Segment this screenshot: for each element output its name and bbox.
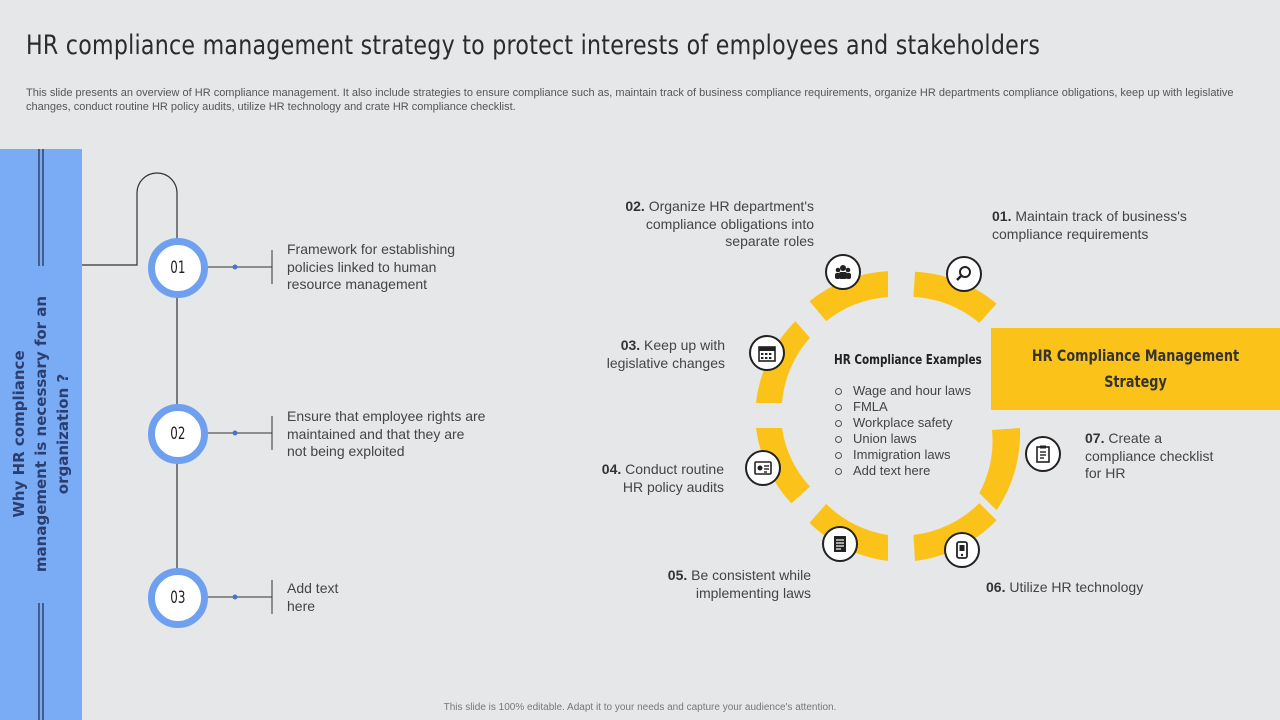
- checklist-icon: [1025, 436, 1061, 472]
- mobile-icon: [944, 532, 980, 568]
- strategy-label-6: 06. Utilize HR technology: [986, 579, 1144, 595]
- examples-list: [834, 383, 971, 479]
- strategy-label-4: 04. Conduct routine HR policy audits: [601, 461, 724, 495]
- strategy-title-box: [991, 328, 1280, 410]
- strategy-title: HR Compliance Management Strategy: [1031, 346, 1240, 391]
- document-list-icon: [822, 526, 858, 562]
- footer-note: This slide is 100% editable. Adapt it to your needs and capture your audience's attention.: [443, 702, 837, 713]
- step-circle-3: 03: [148, 568, 208, 628]
- strategy-label-3: 03. Keep up with legislative changes: [606, 337, 725, 371]
- step-text-3: Add text here: [287, 580, 339, 614]
- calendar-icon: [749, 335, 785, 371]
- strategy-label-5: 05. Be consistent while implementing laws: [667, 567, 811, 601]
- strategy-label-1: 01. Maintain track of business's compliance requirements: [992, 208, 1187, 242]
- page-subtitle: This slide presents an overview of HR compliance management. It also include strategies to ensure compliance such as, maintain track of business compliance requirements, organize HR departments compliance obligations, keep up with legislative changes, conduct routine HR policy audits, utilize HR technology and crate HR compliance checklist.: [26, 87, 1234, 113]
- example-item: Immigration laws: [834, 447, 971, 463]
- strategy-label-7: 07. Create a compliance checklist for HR: [1085, 430, 1214, 481]
- step-circle-2: 02: [148, 404, 208, 464]
- example-item: Union laws: [834, 431, 971, 447]
- example-item: Add text here: [834, 463, 971, 479]
- examples-title: HR Compliance Examples: [834, 353, 982, 368]
- example-item: FMLA: [834, 399, 971, 415]
- audit-icon: [745, 450, 781, 486]
- step-circle-1: 01: [148, 238, 208, 298]
- magnifier-icon: [946, 256, 982, 292]
- example-item: Workplace safety: [834, 415, 971, 431]
- ring-segment-7: [979, 428, 1020, 510]
- page-title: HR compliance management strategy to protect interests of employees and stakeholders: [26, 30, 1041, 61]
- step-text-2: Ensure that employee rights are maintained and that they are not being exploited: [287, 408, 486, 459]
- step-text-1: Framework for establishing policies linked to human resource management: [287, 241, 456, 292]
- example-item: Wage and hour laws: [834, 383, 971, 399]
- strategy-label-2: 02. Organize HR department's compliance obligations into separate roles: [625, 198, 814, 249]
- sidebar-question: Why HR compliance management is necessary for an organization ?: [10, 295, 72, 573]
- team-icon: [825, 254, 861, 290]
